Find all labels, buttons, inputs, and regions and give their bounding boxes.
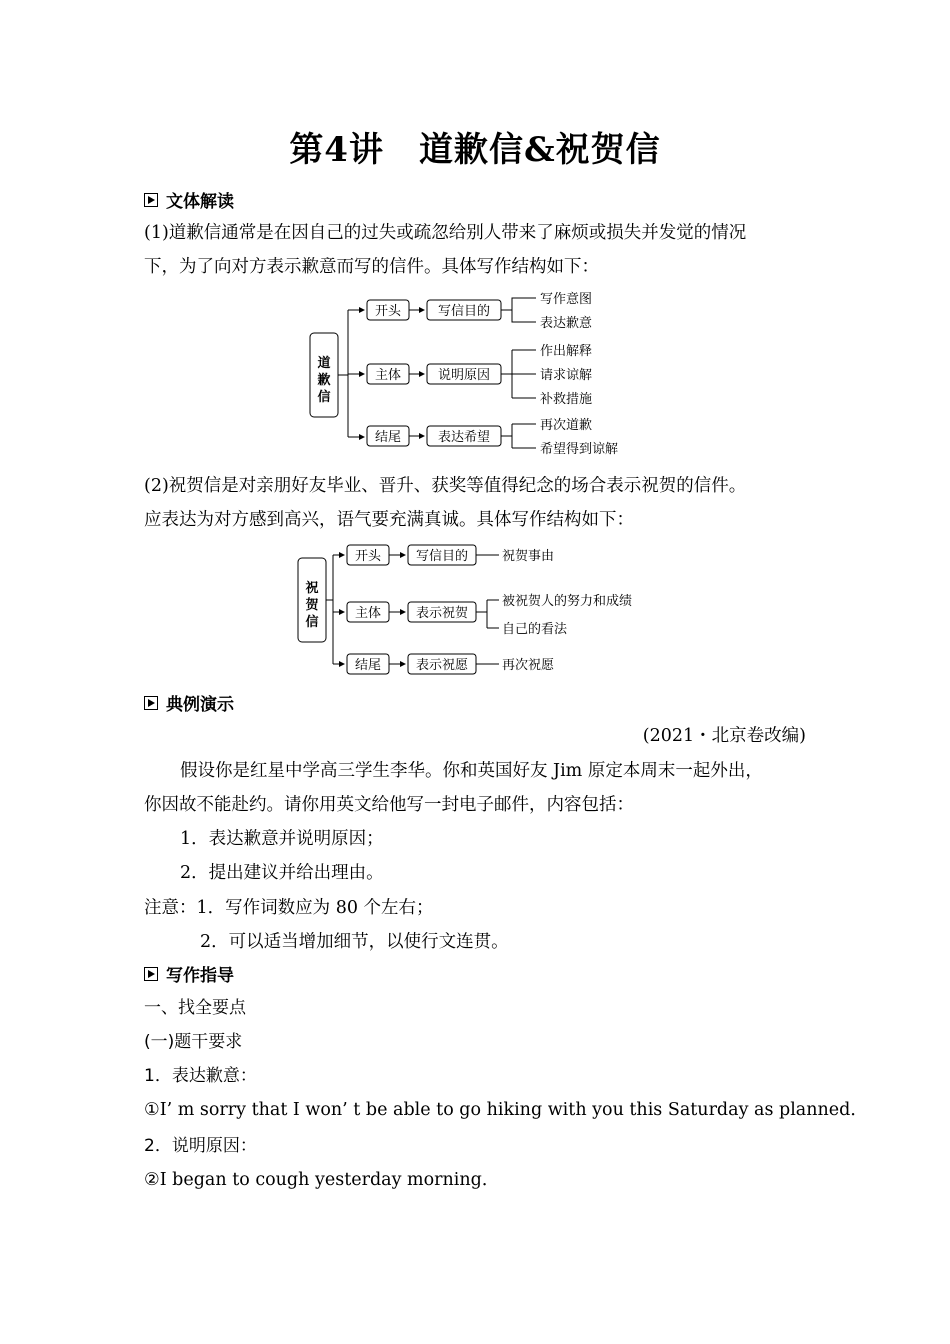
source-note: (2021・北京卷改编) bbox=[642, 726, 806, 746]
requirement-item: 2．提出建议并给出理由。 bbox=[180, 863, 384, 883]
diagram2-part: 开头 bbox=[354, 549, 382, 564]
prompt-line: 假设你是红星中学高三学生李华。你和英国好友 Jim 原定本周末一起外出， bbox=[180, 761, 763, 781]
diagram2-detail: 自己的看法 bbox=[502, 622, 568, 637]
diagram1-detail: 请求谅解 bbox=[540, 368, 593, 383]
diagram1-part: 主体 bbox=[374, 368, 402, 383]
play-marker-icon bbox=[144, 696, 158, 710]
diagram1-content: 说明原因 bbox=[437, 368, 491, 383]
paragraph-line: (1)道歉信通常是在因自己的过失或疏忽给别人带来了麻烦或损失并发觉的情况 bbox=[144, 223, 747, 243]
diagram1-content: 表达希望 bbox=[437, 430, 491, 445]
diagram1-detail: 补救措施 bbox=[540, 392, 593, 407]
diagram1-detail: 再次道歉 bbox=[540, 418, 593, 433]
diagram2-root-char: 祝 bbox=[305, 581, 319, 596]
diagram1-root-char: 道 bbox=[317, 356, 331, 371]
requirement-item: 1．表达歉意并说明原因； bbox=[180, 829, 384, 849]
paragraph-line: 下，为了向对方表示歉意而写的信件。具体写作结构如下： bbox=[144, 257, 599, 277]
play-marker-icon bbox=[144, 967, 158, 981]
subheading: (一)题干要求 bbox=[144, 1032, 243, 1052]
section-heading-genre bbox=[144, 187, 234, 212]
diagram1-detail: 作出解释 bbox=[540, 344, 593, 359]
congratulation-structure-diagram bbox=[295, 540, 665, 680]
diagram2-detail: 祝贺事由 bbox=[502, 549, 555, 564]
diagram2-content: 表示祝贺 bbox=[415, 606, 469, 621]
paragraph-line: 应表达为对方感到高兴，语气要充满真诚。具体写作结构如下： bbox=[144, 510, 634, 530]
diagram1-part: 结尾 bbox=[374, 430, 402, 445]
section-heading-label: 典例演示 bbox=[166, 695, 234, 715]
page-title: 第4讲 道歉信&祝贺信 bbox=[289, 130, 661, 170]
diagram1-root-char: 信 bbox=[317, 390, 331, 405]
play-marker-icon bbox=[144, 193, 158, 207]
diagram2-part: 主体 bbox=[354, 606, 382, 621]
apology-structure-diagram bbox=[300, 288, 650, 460]
section-heading-example bbox=[144, 690, 234, 715]
section-heading-guide bbox=[144, 961, 234, 986]
section-heading-label: 写作指导 bbox=[166, 966, 234, 986]
prompt-line: 你因故不能赴约。请你用英文给他写一封电子邮件，内容包括： bbox=[144, 795, 634, 815]
diagram2-root-char: 信 bbox=[305, 615, 319, 630]
guide-item: 2．说明原因： bbox=[144, 1136, 257, 1156]
example-sentence: ①I’ m sorry that I won’ t be able to go hiking with you this Saturday as planned． bbox=[144, 1100, 868, 1120]
diagram2-detail: 被祝贺人的努力和成绩 bbox=[502, 594, 633, 609]
note-line: 注意：1．写作词数应为 80 个左右； bbox=[144, 898, 434, 918]
diagram1-detail: 希望得到谅解 bbox=[540, 442, 619, 457]
diagram1-detail: 表达歉意 bbox=[540, 316, 593, 331]
paragraph-line: (2)祝贺信是对亲朋好友毕业、晋升、获奖等值得纪念的场合表示祝贺的信件。 bbox=[144, 476, 747, 496]
diagram1-root-char: 歉 bbox=[317, 373, 331, 388]
diagram2-root-char: 贺 bbox=[305, 598, 319, 613]
note-line: 2．可以适当增加细节，以使行文连贯。 bbox=[200, 932, 509, 952]
guide-item: 1．表达歉意： bbox=[144, 1066, 257, 1086]
diagram2-content: 写信目的 bbox=[415, 549, 469, 564]
diagram1-part: 开头 bbox=[374, 304, 402, 319]
subheading: 一、找全要点 bbox=[144, 998, 246, 1018]
section-heading-label: 文体解读 bbox=[166, 192, 234, 212]
example-sentence: ②I began to cough yesterday morning． bbox=[144, 1170, 500, 1190]
diagram2-detail: 再次祝愿 bbox=[502, 658, 555, 673]
diagram2-part: 结尾 bbox=[354, 658, 382, 673]
diagram1-content: 写信目的 bbox=[437, 304, 491, 319]
diagram2-content: 表示祝愿 bbox=[415, 658, 469, 673]
diagram1-detail: 写作意图 bbox=[540, 292, 593, 307]
